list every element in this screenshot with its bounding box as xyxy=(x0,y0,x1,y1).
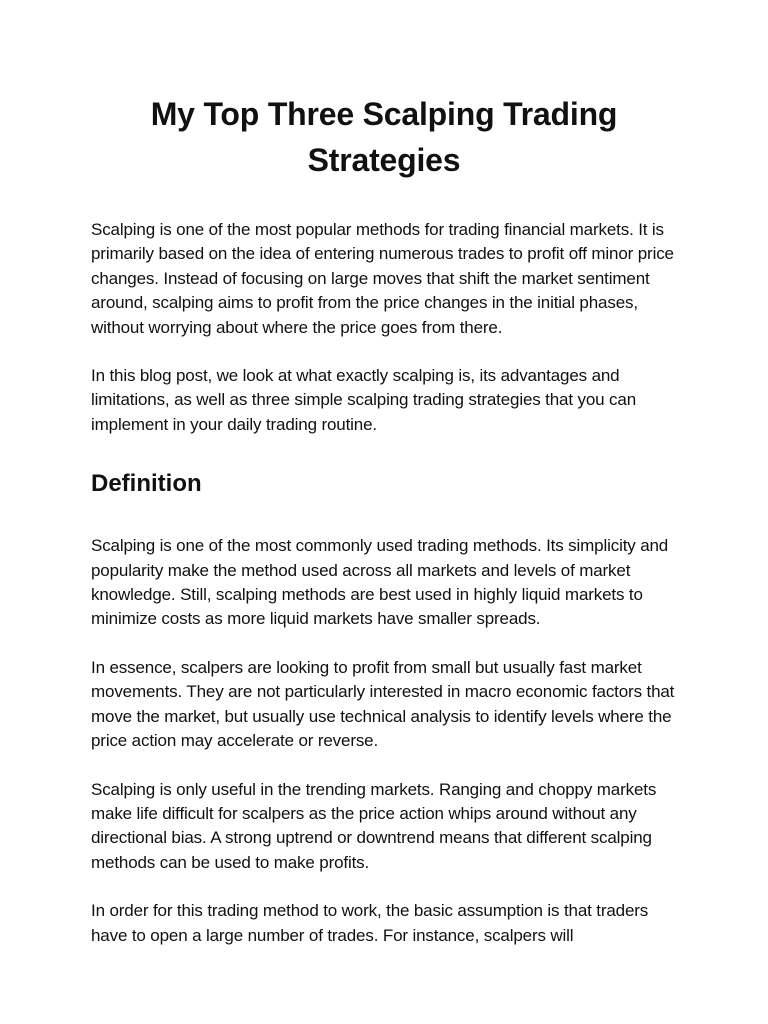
definition-paragraph-2: In essence, scalpers are looking to profit from small but usually fast market movements. They are not particularly interested in macro economic factors that move the market, but usually use technical analysis to identify levels where the price action may accelerate or reverse. xyxy=(91,657,675,751)
document-title-line-2: Strategies xyxy=(307,142,461,178)
definition-paragraph-4: In order for this trading method to work, the basic assumption is that traders have to open a large number of trades. For instance, scalpers will xyxy=(91,901,649,945)
intro-paragraph-2: In this blog post, we look at what exactly scalping is, its advantages and limitations, as well as three simple scalping trading strategies that you can implement in your daily trading routine. xyxy=(91,366,637,434)
section-heading-definition: Definition xyxy=(91,470,202,498)
document-title-line-1: My Top Three Scalping Trading xyxy=(150,96,618,132)
definition-paragraph-1: Scalping is one of the most commonly used trading methods. Its simplicity and popularity make the method used across all markets and levels of market knowledge. Still, scalping methods are best used in highly liquid markets to minimize costs as more liquid markets have smaller spreads. xyxy=(91,536,669,629)
intro-paragraph-1: Scalping is one of the most popular methods for trading financial markets. It is primarily based on the idea of entering numerous trades to profit off minor price changes. Instead of focusing on large moves that shift the market sentiment around, scalping aims to profit from the price changes in the initial phases, without worrying about where the price goes from there. xyxy=(91,220,674,337)
document-title xyxy=(91,0,677,183)
definition-paragraph-3: Scalping is only useful in the trending markets. Ranging and choppy markets make life difficult for scalpers as the price action whips around without any directional bias. A strong uptrend or downtrend means that different scalping methods can be used to make profits. xyxy=(91,779,657,872)
